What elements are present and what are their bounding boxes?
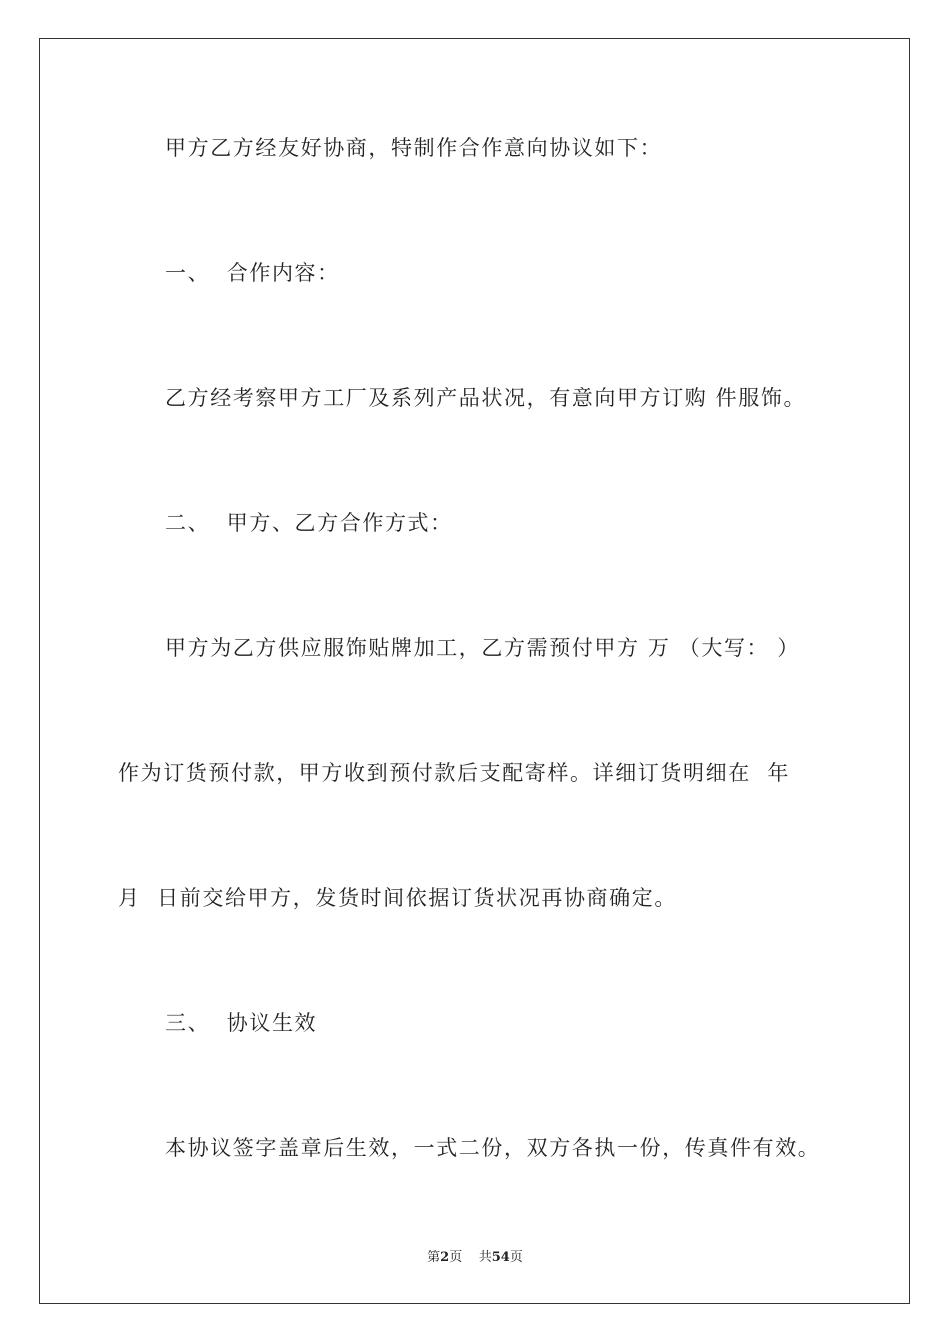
total-suffix: 页 [509,1250,523,1265]
section-2-paragraph-line-2: 作为订货预付款，甲方收到预付款后支配寄样。详细订货明细在 年 [118,761,790,785]
section-heading-1: 一、 合作内容： [165,261,340,285]
section-2-paragraph-line-1: 甲方为乙方供应服饰贴牌加工，乙方需预付甲方 万 （大写： ） [165,636,801,660]
total-pages: 54 [491,1250,510,1265]
page-border [39,38,910,1304]
page-footer [0,1246,950,1265]
section-3-paragraph: 本协议签字盖章后生效，一式二份，双方各执一份，传真件有效。 [165,1136,821,1160]
page-suffix: 页 [449,1250,463,1265]
intro-paragraph: 甲方乙方经友好协商，特制作合作意向协议如下： [165,136,663,160]
total-prefix: 共 [478,1250,492,1265]
section-heading-2: 二、 甲方、乙方合作方式： [165,511,453,535]
section-1-paragraph: 乙方经考察甲方工厂及系列产品状况，有意向甲方订购 件服饰。 [165,386,807,410]
page-number: 2 [440,1250,450,1265]
section-2-paragraph-line-3: 月 日前交给甲方，发货时间依据订货状况再协商确定。 [118,886,677,910]
section-heading-3: 三、 协议生效 [165,1011,318,1035]
page-prefix: 第 [427,1250,441,1265]
